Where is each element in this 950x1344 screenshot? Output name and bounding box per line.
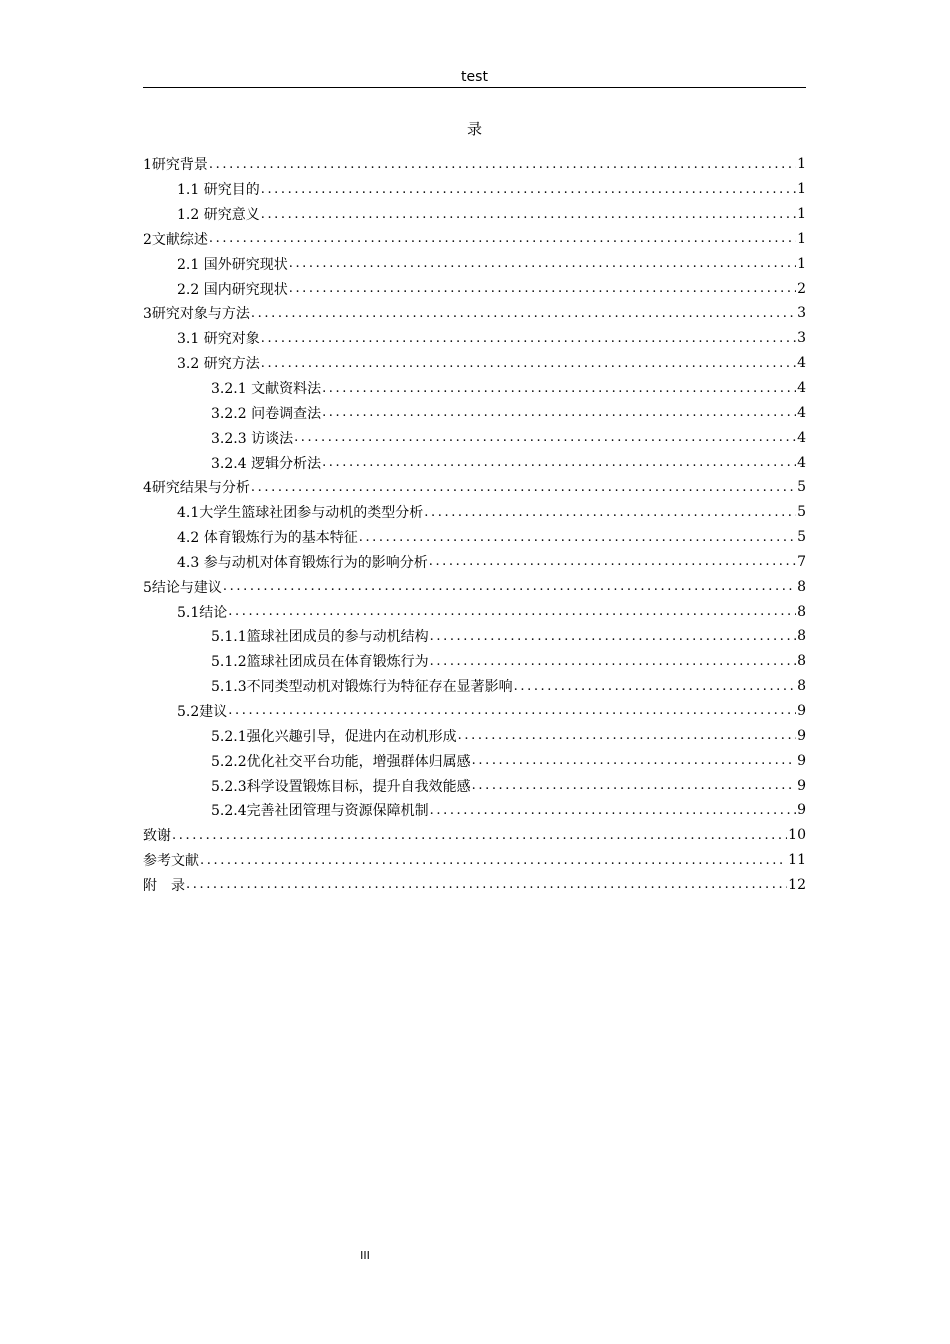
toc-entry-label: 1.2 研究意义 (177, 207, 260, 224)
toc-dot-leader (430, 654, 796, 669)
toc-dot-leader (261, 331, 796, 346)
toc-entry-label: 4.3 参与动机对体育锻炼行为的影响分析 (177, 554, 428, 571)
toc-entry-page: 9 (797, 702, 806, 719)
toc-entry-page: 4 (797, 380, 806, 397)
toc-dot-leader (261, 356, 796, 371)
toc-dot-leader (289, 281, 796, 296)
toc-entry-label: 5.1结论 (177, 604, 228, 621)
toc-dot-leader (261, 207, 796, 222)
toc-dot-leader (200, 853, 787, 868)
toc-entry[interactable] (143, 450, 806, 475)
toc-entry-label: 3.2 研究方法 (177, 356, 260, 373)
toc-dot-leader (359, 530, 796, 545)
toc-entry-page: 8 (797, 678, 806, 695)
toc-entry-page: 3 (797, 305, 806, 322)
header-text: test (461, 69, 488, 85)
toc-dot-leader (472, 778, 796, 793)
toc-dot-leader (322, 381, 796, 396)
toc-entry-label: 4.2 体育锻炼行为的基本特征 (177, 530, 358, 547)
toc-entry[interactable] (143, 251, 806, 276)
toc-entry[interactable] (143, 599, 806, 624)
toc-entry[interactable] (143, 649, 806, 674)
toc-dot-leader (261, 182, 796, 197)
toc-entry-page: 9 (797, 727, 806, 744)
toc-entry[interactable] (143, 152, 806, 177)
toc-entry-label: 5.2.1强化兴趣引导，促进内在动机形成 (211, 728, 457, 745)
toc-entry-label: 5.2.4完善社团管理与资源保障机制 (211, 803, 429, 820)
toc-entry[interactable] (143, 624, 806, 649)
toc-entry-page: 9 (797, 752, 806, 769)
toc-title: 录 (466, 120, 482, 138)
toc-entry-page: 4 (797, 355, 806, 372)
toc-entry[interactable] (143, 227, 806, 252)
toc-entry[interactable] (143, 773, 806, 798)
toc-entry-page: 5 (797, 504, 806, 521)
toc-entry-page: 1 (797, 156, 806, 173)
toc-entry[interactable] (143, 872, 806, 897)
toc-entry[interactable] (143, 400, 806, 425)
toc-entry-page: 1 (797, 206, 806, 223)
toc-entry-page: 5 (797, 479, 806, 496)
toc-entry-label: 3.2.4 逻辑分析法 (211, 455, 322, 472)
toc-dot-leader (186, 877, 787, 892)
toc-entry-label: 5.1.1篮球社团成员的参与动机结构 (211, 629, 429, 646)
toc-entry-page: 10 (788, 827, 806, 844)
toc-entry[interactable] (143, 475, 806, 500)
toc-entry-label: 3.2.3 访谈法 (211, 430, 294, 447)
toc-entry-label: 2.1 国外研究现状 (177, 256, 288, 273)
toc-entry-page: 8 (797, 653, 806, 670)
toc-entry[interactable] (143, 525, 806, 550)
toc-dot-leader (251, 306, 796, 321)
toc-entry-page: 11 (788, 852, 806, 869)
toc-entry[interactable] (143, 177, 806, 202)
toc-entry[interactable] (143, 823, 806, 848)
toc-entry[interactable] (143, 376, 806, 401)
toc-entry-label: 5结论与建议 (143, 579, 222, 596)
table-of-contents (143, 152, 806, 897)
toc-entry[interactable] (143, 550, 806, 575)
toc-entry-page: 8 (797, 628, 806, 645)
toc-entry-page: 5 (797, 529, 806, 546)
toc-entry-page: 8 (797, 603, 806, 620)
toc-dot-leader (429, 554, 796, 569)
toc-entry-page: 1 (797, 230, 806, 247)
toc-dot-leader (289, 256, 796, 271)
toc-dot-leader (322, 405, 796, 420)
toc-entry-label: 2.2 国内研究现状 (177, 281, 288, 298)
toc-entry-label: 参考文献 (143, 853, 199, 870)
toc-entry-label: 2文献综述 (143, 231, 208, 248)
toc-dot-leader (514, 679, 796, 694)
toc-dot-leader (209, 157, 796, 172)
toc-entry[interactable] (143, 326, 806, 351)
toc-entry-page: 4 (797, 454, 806, 471)
toc-entry-page: 8 (797, 578, 806, 595)
toc-entry-label: 3.2.2 问卷调查法 (211, 405, 322, 422)
toc-entry-label: 5.2建议 (177, 703, 228, 720)
toc-entry-page: 1 (797, 181, 806, 198)
toc-entry-label: 5.2.3科学设置锻炼目标，提升自我效能感 (211, 778, 471, 795)
toc-dot-leader (223, 579, 796, 594)
toc-entry-page: 4 (797, 429, 806, 446)
toc-entry-page: 12 (788, 876, 806, 893)
toc-entry-label: 3.2.1 文献资料法 (211, 381, 322, 398)
toc-dot-leader (209, 231, 796, 246)
toc-entry-label: 3.1 研究对象 (177, 331, 260, 348)
toc-entry[interactable] (143, 276, 806, 301)
toc-dot-leader (424, 505, 796, 520)
page-number: III (360, 1249, 370, 1262)
toc-entry[interactable] (143, 202, 806, 227)
toc-entry-page: 1 (797, 255, 806, 272)
toc-dot-leader (322, 455, 796, 470)
toc-entry[interactable] (143, 848, 806, 873)
toc-entry[interactable] (143, 723, 806, 748)
toc-entry-page: 4 (797, 404, 806, 421)
toc-entry[interactable] (143, 500, 806, 525)
toc-entry-label: 3研究对象与方法 (143, 306, 250, 323)
toc-entry-page: 2 (797, 280, 806, 297)
toc-entry[interactable] (143, 699, 806, 724)
toc-entry-page: 9 (797, 777, 806, 794)
toc-entry[interactable] (143, 301, 806, 326)
toc-entry[interactable] (143, 798, 806, 823)
toc-entry-label: 1.1 研究目的 (177, 182, 260, 199)
toc-dot-leader (172, 828, 787, 843)
toc-entry-page: 7 (797, 553, 806, 570)
toc-entry-page: 9 (797, 802, 806, 819)
toc-dot-leader (430, 629, 796, 644)
toc-dot-leader (294, 430, 796, 445)
toc-entry[interactable] (143, 425, 806, 450)
toc-entry[interactable] (143, 674, 806, 699)
toc-dot-leader (228, 604, 796, 619)
toc-entry-label: 5.1.2篮球社团成员在体育锻炼行为 (211, 654, 429, 671)
toc-dot-leader (458, 728, 796, 743)
toc-entry-label: 4.1大学生篮球社团参与动机的类型分析 (177, 505, 424, 522)
toc-entry-label: 4研究结果与分析 (143, 480, 250, 497)
toc-entry-label: 5.2.2优化社交平台功能，增强群体归属感 (211, 753, 471, 770)
toc-dot-leader (430, 803, 796, 818)
toc-entry-label: 致谢 (143, 828, 171, 845)
toc-entry[interactable] (143, 351, 806, 376)
header-rule (143, 87, 806, 88)
toc-dot-leader (228, 703, 796, 718)
toc-dot-leader (251, 480, 796, 495)
toc-entry-label: 1研究背景 (143, 157, 208, 174)
toc-entry-page: 3 (797, 330, 806, 347)
toc-entry[interactable] (143, 574, 806, 599)
toc-entry-label: 5.1.3不同类型动机对锻炼行为特征存在显著影响 (211, 679, 513, 696)
toc-entry-label: 附 录 (143, 877, 185, 894)
toc-entry[interactable] (143, 748, 806, 773)
toc-dot-leader (472, 753, 796, 768)
